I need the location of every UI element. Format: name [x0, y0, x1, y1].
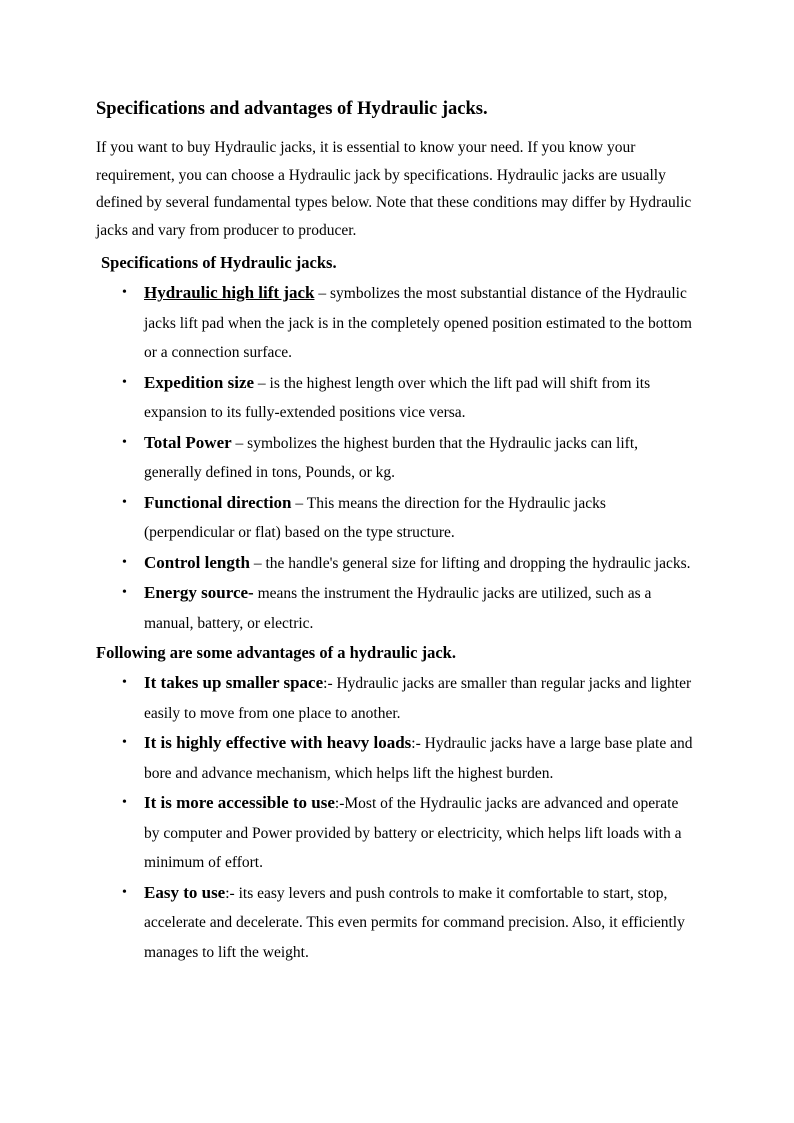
- list-item-text: :-Most of the Hydraulic jacks are advanced and operate by computer and Power provided by battery or electricity, which helps lift loads with a minimum of effort.: [144, 795, 682, 871]
- list-item-text: – symbolizes the most substantial distance of the Hydraulic jacks lift pad when the jack is in the completely opened position estimated to the bottom or a connection surface.: [144, 285, 692, 361]
- list-item-text: :- its easy levers and push controls to make it comfortable to start, stop, accelerate and decelerate. This even permits for command precision. Also, it efficiently manages to lift the weight.: [144, 884, 685, 961]
- list-item-term: Total Power: [144, 432, 232, 452]
- advantages-list: [96, 668, 696, 967]
- list-item-text: means the instrument the Hydraulic jacks are utilized, such as a manual, battery, or electric.: [144, 585, 652, 632]
- intro-paragraph: If you want to buy Hydraulic jacks, it is essential to know your need. If you know your requirement, you can choose a Hydraulic jack by specifications. Hydraulic jacks are usually defined by several fundamental types below. Note that these conditions may differ by Hydraulic jacks and vary from producer to producer.: [96, 139, 692, 239]
- specifications-list: [96, 278, 696, 638]
- specifications-heading: Specifications of Hydraulic jacks.: [101, 253, 337, 272]
- list-item-text: :- Hydraulic jacks are smaller than regular jacks and lighter easily to move from one place to another.: [144, 675, 692, 722]
- list-item: [144, 488, 696, 548]
- list-item-term: It is more accessible to use: [144, 793, 335, 812]
- list-item-text: :- Hydraulic jacks have a large base plate and bore and advance mechanism, which helps lift the highest burden.: [144, 735, 693, 782]
- list-item-term: Functional direction: [144, 492, 292, 512]
- list-item-term: Hydraulic high lift jack: [144, 283, 315, 302]
- list-item: [144, 728, 696, 788]
- list-item-term: Easy to use: [144, 882, 226, 902]
- list-item-text: – the handle's general size for lifting and dropping the hydraulic jacks.: [249, 554, 691, 572]
- list-item: [144, 668, 696, 728]
- list-item-term: Energy source-: [144, 583, 254, 602]
- page-title: Specifications and advantages of Hydraulic jacks.: [96, 99, 488, 119]
- list-item: [144, 278, 696, 368]
- list-item: [144, 878, 696, 968]
- list-item: [144, 428, 696, 488]
- advantages-heading: Following are some advantages of a hydraulic jack.: [96, 643, 456, 662]
- list-item: [144, 578, 696, 638]
- list-item: [144, 548, 696, 579]
- list-item-term: Control length: [144, 552, 250, 572]
- list-item-term: Expedition size: [144, 372, 255, 392]
- list-item-term: It takes up smaller space: [144, 673, 324, 692]
- list-item-text: – symbolizes the highest burden that the Hydraulic jacks can lift, generally defined in tons, Pounds, or kg.: [144, 434, 639, 481]
- list-item-text: – is the highest length over which the lift pad will shift from its expansion to its fully-extended positions vice versa.: [144, 374, 651, 421]
- list-item: [144, 368, 696, 428]
- list-item-term: It is highly effective with heavy loads: [144, 733, 412, 752]
- list-item: [144, 788, 696, 878]
- list-item-text: – This means the direction for the Hydraulic jacks (perpendicular or flat) based on the type structure.: [144, 494, 606, 541]
